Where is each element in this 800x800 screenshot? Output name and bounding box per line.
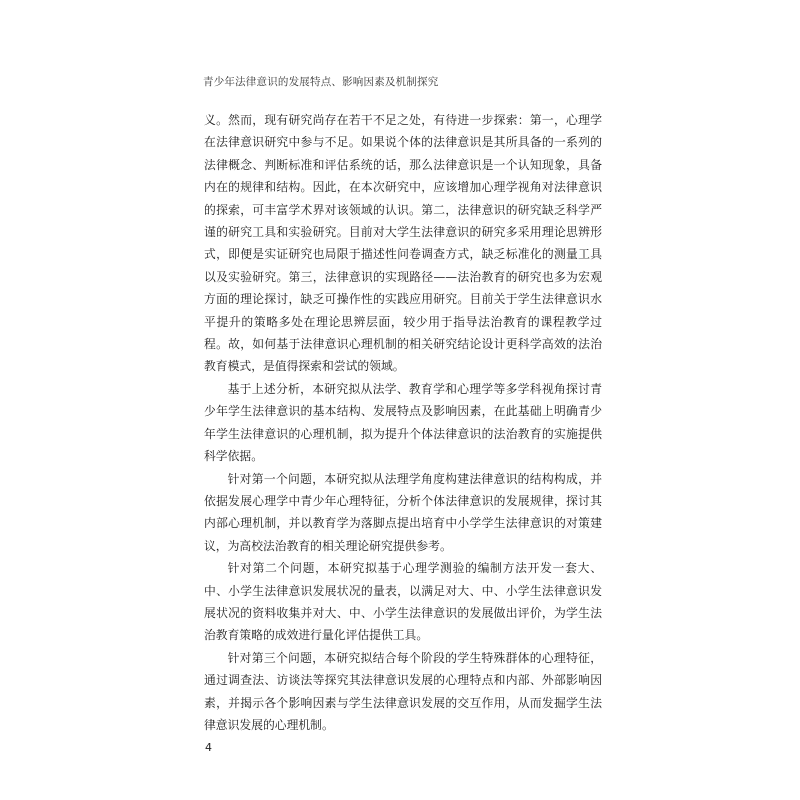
paragraph: 针对第三个问题，本研究拟结合每个阶段的学生特殊群体的心理特征，通过调查法、访谈法等探究其法律意识发展的心理特点和内部、外部影响因素，并揭示各个影响因素与学生法律意识发展的交互作用，从而发掘学生法律意识发展的心理机制。 — [204, 650, 602, 732]
paragraph: 针对第二个问题，本研究拟基于心理学测验的编制方法开发一套大、中、小学生法律意识发展状况的量表，以满足对大、中、小学生法律意识发展状况的资料收集并对大、中、小学生法律意识的发展做出评价，为学生法治教育策略的成效进行量化评估提供工具。 — [204, 561, 602, 643]
paragraph-continuation: 义。然而，现有研究尚存在若干不足之处，有待进一步探索：第一，心理学在法律意识研究中参与不足。如果说个体的法律意识是其所具备的一系列的法律概念、判断标准和评估系统的话，那么法律意识是一个认知现象，具备内在的规律和结构。因此，在本次研究中，应该增加心理学视角对法律意识的探索，可丰富学术界对该领域的认识。第二，法律意识的研究缺乏科学严谨的研究工具和实验研究。目前对大学生法律意识的研究多采用理论思辨形式，即便是实证研究也局限于描述性问卷调查方式，缺乏标准化的测量工具以及实验研究。第三，法律意识的实现路径——法治教育的研究也多为宏观方面的理论探讨，缺乏可操作性的实践应用研究。目前关于学生法律意识水平提升的策略多处在理论思辨层面，较少用于指导法治教育的课程教学过程。故，如何基于法律意识心理机制的相关研究结论设计更科学高效的法治教育模式，是值得探索和尝试的领域。 — [204, 113, 602, 374]
page-number: 4 — [205, 741, 212, 754]
paragraph: 针对第一个问题，本研究拟从法理学角度构建法律意识的结构构成，并依据发展心理学中青少年心理特征，分析个体法律意识的发展规律，探讨其内部心理机制，并以教育学为落脚点提出培育中小学学生法律意识的对策建议，为高校法治教育的相关理论研究提供参考。 — [204, 471, 602, 553]
paragraph: 基于上述分析，本研究拟从法学、教育学和心理学等多学科视角探讨青少年学生法律意识的基本结构、发展特点及影响因素，在此基础上明确青少年学生法律意识的心理机制，拟为提升个体法律意识的法治教育的实施提供科学依据。 — [204, 381, 602, 464]
body-text — [204, 109, 602, 736]
running-header: 青少年法律意识的发展特点、影响因素及机制探究 — [203, 76, 439, 88]
